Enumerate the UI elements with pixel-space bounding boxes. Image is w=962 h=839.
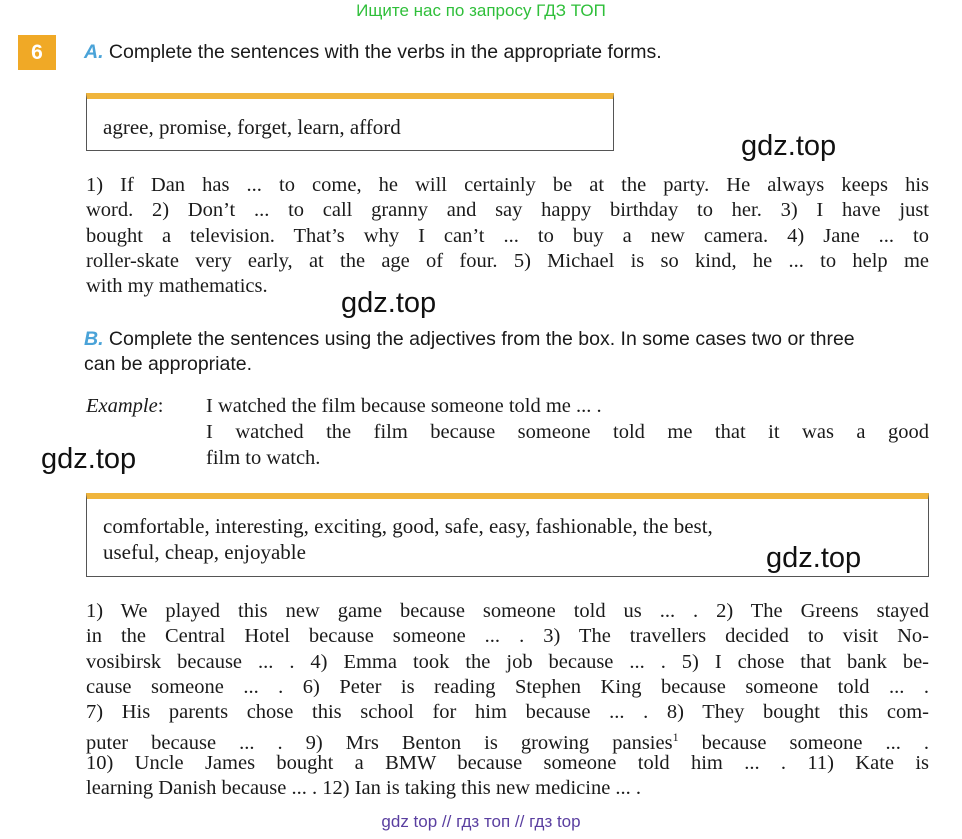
- example-text: [206, 394, 929, 471]
- part-a-instruction: [84, 40, 944, 65]
- watermark: gdz.top: [41, 443, 137, 475]
- exercise-number-badge: 6: [18, 35, 56, 70]
- part-b-line: 1) We played this new game because someone told us ... . 2) The Greens stayed: [86, 600, 929, 622]
- part-a-line: bought a television. That’s why I can’t ... to buy a new camera. 4) Jane ... to: [86, 224, 929, 247]
- part-b-line: 10) Uncle James bought a BMW because someone told him ... . 11) Kate is: [86, 751, 929, 774]
- example-line: I watched the film because someone told me that it was a good: [206, 421, 929, 444]
- footnote-mark: 1: [672, 730, 679, 745]
- part-a-instruction-text: Complete the sentences with the verbs in the appropriate forms.: [103, 41, 662, 63]
- part-b-letter: B.: [84, 328, 104, 350]
- example-label: Example:: [86, 395, 164, 417]
- part-a-sentences: [86, 173, 929, 299]
- part-b-line: 7) His parents chose this school for him because ... . 8) They bought this com-: [86, 701, 929, 724]
- part-a-line: 1) If Dan has ... to come, he will certainly be at the party. He always keeps his: [86, 174, 929, 196]
- part-b-instruction-text: Complete the sentences using the adjectives from the box. In some cases two or three: [103, 328, 855, 350]
- part-b-line: vosibirsk because ... . 4) Emma took the job because ... . 5) I chose that bank be-: [86, 650, 929, 673]
- part-b-line: cause someone ... . 6) Peter is reading Stephen King because someone told ... .: [86, 675, 929, 698]
- part-a-line: with my mathematics.: [86, 275, 268, 298]
- watermark: gdz.top: [341, 287, 437, 319]
- part-b-instruction-line2: can be appropriate.: [84, 353, 253, 375]
- example-line: I watched the film because someone told me ... .: [206, 395, 602, 417]
- example-line: film to watch.: [206, 446, 321, 469]
- part-a-word-list: agree, promise, forget, learn, afford: [103, 115, 401, 139]
- watermark: gdz.top: [766, 542, 862, 574]
- part-b-sentences: [86, 599, 929, 801]
- part-b-instruction: [84, 327, 934, 377]
- top-search-hint[interactable]: Ищите нас по запросу ГДЗ ТОП: [356, 1, 606, 20]
- part-a-line: word. 2) Don’t ... to call granny and say happy birthday to her. 3) I have just: [86, 199, 929, 222]
- part-b-line: puter because ... . 9) Mrs Benton is growing pansies$^1$ because someone ... .: [86, 730, 930, 755]
- part-a-word-box: [86, 93, 614, 151]
- part-b-adjective-line: comfortable, interesting, exciting, good, safe, easy, fashionable, the best,: [103, 514, 713, 538]
- watermark: gdz.top: [741, 130, 837, 162]
- part-a-letter: A.: [84, 41, 104, 63]
- part-b-line: learning Danish because ... . 12) Ian is taking this new medicine ... .: [86, 777, 642, 800]
- part-a-line: roller-skate very early, at the age of four. 5) Michael is so kind, he ... to help me: [86, 249, 929, 272]
- part-b-adjective-line: useful, cheap, enjoyable: [103, 540, 306, 564]
- footer-links[interactable]: gdz top // гдз топ // гдз top: [381, 812, 581, 831]
- part-b-line: in the Central Hotel because someone ... . 3) The travellers decided to visit No-: [86, 625, 929, 648]
